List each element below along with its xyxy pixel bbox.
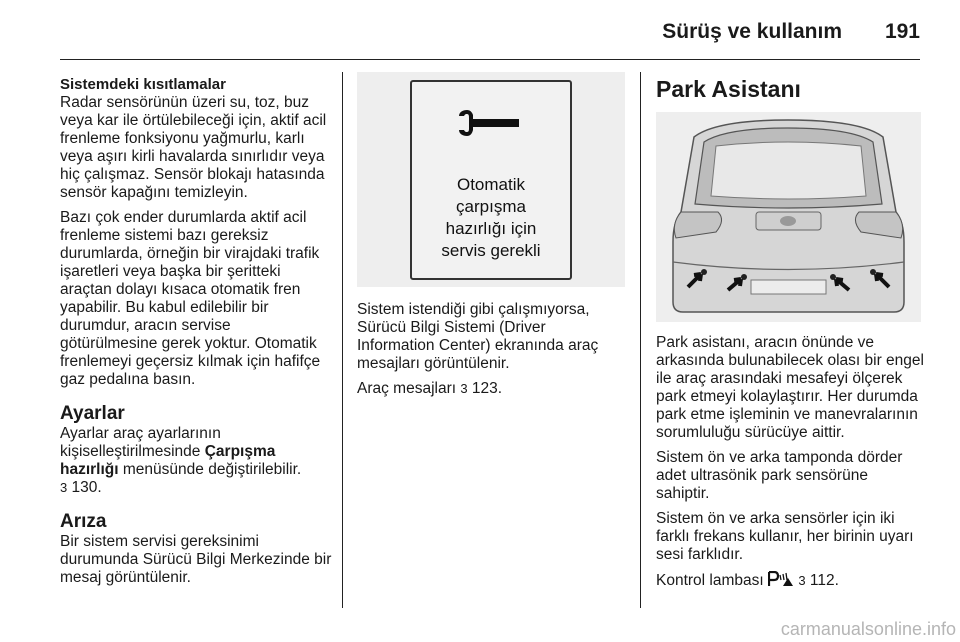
fault-paragraph: Bir sistem servisi gereksinimi durumunda Sürücü Bilgi Merkezinde bir mesaj görüntülenir.	[60, 533, 332, 586]
vehicle-messages-page-ref[interactable]: 123.	[471, 380, 503, 397]
settings-text-post: menüsünde değiştirilebilir.	[122, 461, 302, 478]
message-display-panel	[410, 80, 572, 280]
message-line: hazırlığı için	[445, 219, 537, 238]
limits-heading: Sistemdeki kısıtlamalar	[60, 76, 226, 93]
park-assist-paragraph-3: Sistem ön ve arka sensörler için iki farklı frekans kullanır, her birinin uyarı sesi farklıdır.	[656, 510, 914, 563]
wrench-icon	[457, 108, 527, 138]
settings-heading: Ayarlar	[60, 403, 125, 424]
vehicle-messages-paragraph	[357, 380, 625, 398]
message-line: servis gerekli	[441, 241, 541, 260]
message-text	[412, 174, 570, 262]
message-line: Otomatik	[456, 175, 526, 194]
column-middle	[357, 76, 625, 405]
message-line: çarpışma	[456, 197, 526, 216]
header-title: Sürüş ve kullanım	[662, 20, 842, 43]
park-assist-heading: Park Asistanı	[656, 76, 801, 102]
message-figure	[357, 72, 625, 287]
settings-menu-name: Çarpışma hazırlığı	[60, 443, 276, 478]
park-assist-paragraph-2: Sistem ön ve arka tamponda dörder adet ultrasönik park sensörüne sahiptir.	[656, 449, 903, 502]
control-lamp-paragraph	[656, 571, 924, 590]
page-reference-arrow-icon: 3	[798, 573, 806, 588]
settings-paragraph	[60, 425, 332, 497]
page-reference-arrow-icon: 3	[60, 480, 68, 495]
limits-paragraph-1: Radar sensörünün üzeri su, toz, buz veya kar ile örtülebileceği için, aktif acil frenleme fonksiyonu yağmurlu, karlı veya aşırı kirli havalarda sınırlıdır veya hiç çalışmaz. Sensör blokajı hatasında sensör kapağını temizleyin.	[60, 94, 327, 201]
vehicle-messages-text: Araç mesajları	[357, 380, 457, 397]
car-rear-figure	[656, 112, 921, 322]
column-divider	[640, 72, 641, 608]
page-number: 191	[884, 20, 920, 43]
page-reference-arrow-icon: 3	[460, 381, 468, 396]
malfunction-paragraph: Sistem istendiği gibi çalışmıyorsa, Sürücü Bilgi Sistemi (Driver Information Center) ekranında araç mesajları görüntülenir.	[357, 301, 599, 372]
limits-paragraph-2: Bazı çok ender durumlarda aktif acil frenleme sistemi bazı gereksiz durumlarda, örneğin bir virajdaki trafik işaretleri veya başka bir şeritteki araçtan dolayı kısaca otomatik fren yapabilir. Bu kabul edilebilir bir durumdur, aracın servise götürülmesine gerek yoktur. Otomatik frenlemeyi geçersiz kılmak için hafifçe gaz pedalına basın.	[60, 209, 321, 388]
column-divider	[342, 72, 343, 608]
header-rule	[60, 59, 920, 60]
column-right	[656, 76, 924, 597]
page-header	[0, 0, 960, 60]
control-lamp-text: Kontrol lambası	[656, 572, 764, 589]
settings-text-pre: Ayarlar araç ayarlarının kişiselleştirilmesinde	[60, 425, 221, 460]
column-left	[60, 76, 332, 594]
fault-heading: Arıza	[60, 511, 107, 532]
park-assist-icon	[768, 571, 794, 587]
settings-page-ref[interactable]: 130.	[71, 479, 102, 496]
car-rear-illustration	[656, 112, 921, 322]
watermark: carmanualsonline.info	[780, 619, 956, 639]
control-lamp-page-ref[interactable]: 112.	[809, 572, 839, 589]
park-assist-paragraph-1: Park asistanı, aracın önünde ve arkasında bulunabilecek olası bir engel ile araç arasındaki mesafeyi ölçerek park etmeyi kolaylaştırır. Her durumda park etme işleminin ve manevralarının sorumluluğu sürücüye aittir.	[656, 334, 924, 441]
